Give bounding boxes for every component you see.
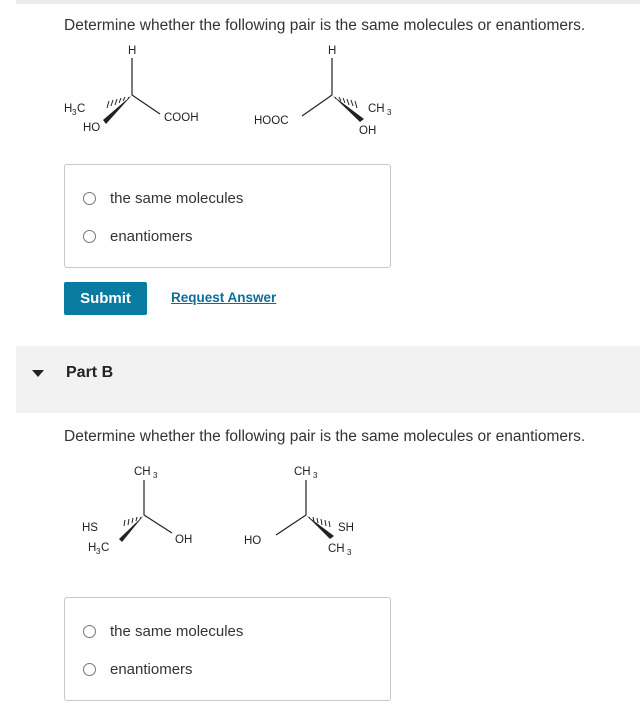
atom-h3c-c: C	[77, 103, 86, 115]
top-divider	[16, 0, 640, 4]
choice-label: enantiomers	[110, 228, 193, 245]
atom-h: H	[328, 45, 337, 57]
part-a-question: Determine whether the following pair is the same molecules or enantiomers.	[64, 17, 586, 34]
choice-same-molecules[interactable]	[83, 623, 243, 640]
atom-ch3-sub: 3	[387, 108, 392, 117]
atom-ho: HO	[244, 535, 262, 547]
submit-button[interactable]: Submit	[64, 282, 147, 315]
part-a-choices	[64, 164, 391, 268]
atom-oh: OH	[175, 534, 193, 546]
atom-ch3-c: CH	[134, 466, 151, 478]
atom-ch3-sub: 3	[153, 471, 158, 480]
request-answer-link[interactable]: Request Answer	[171, 290, 277, 305]
atom-ho: HO	[83, 122, 101, 134]
choice-label: enantiomers	[110, 661, 193, 678]
atom-ch3-sub: 3	[313, 471, 318, 480]
choice-enantiomers[interactable]	[83, 661, 193, 678]
atom-ch3-c: CH	[368, 103, 385, 115]
choice-label: the same molecules	[110, 190, 244, 207]
part-b-title[interactable]: Part B	[66, 364, 114, 381]
atom-cooh: COOH	[164, 112, 199, 124]
atom-h3c-sub: 3	[72, 108, 77, 117]
atom-h3c-c: C	[101, 542, 110, 554]
atom-h3c-h: H	[64, 103, 73, 115]
choice-same-molecules[interactable]	[83, 190, 243, 207]
atom-hs: HS	[82, 522, 98, 534]
radio-icon[interactable]	[83, 230, 96, 243]
atom-ch3-bottom-c: CH	[328, 543, 345, 555]
radio-icon[interactable]	[83, 625, 96, 638]
choice-enantiomers[interactable]	[83, 228, 193, 245]
part-b-question: Determine whether the following pair is the same molecules or enantiomers.	[64, 428, 586, 445]
atom-ch3-c: CH	[294, 466, 311, 478]
atom-h3c-sub: 3	[96, 547, 101, 556]
atom-sh: SH	[338, 522, 354, 534]
part-a-molecule-right	[246, 40, 416, 140]
radio-icon[interactable]	[83, 663, 96, 676]
atom-hooc: HOOC	[254, 115, 289, 127]
atom-h3c-h: H	[88, 542, 97, 554]
atom-oh: OH	[359, 125, 377, 137]
part-b-molecule-left	[70, 455, 220, 560]
caret-down-icon[interactable]	[32, 370, 44, 377]
part-b-choices	[64, 597, 391, 701]
atom-h: H	[128, 45, 137, 57]
part-a-molecule-left	[56, 40, 226, 140]
choice-label: the same molecules	[110, 623, 244, 640]
atom-ch3-bottom-sub: 3	[347, 548, 352, 557]
radio-icon[interactable]	[83, 192, 96, 205]
part-b-molecule-right	[236, 455, 386, 560]
